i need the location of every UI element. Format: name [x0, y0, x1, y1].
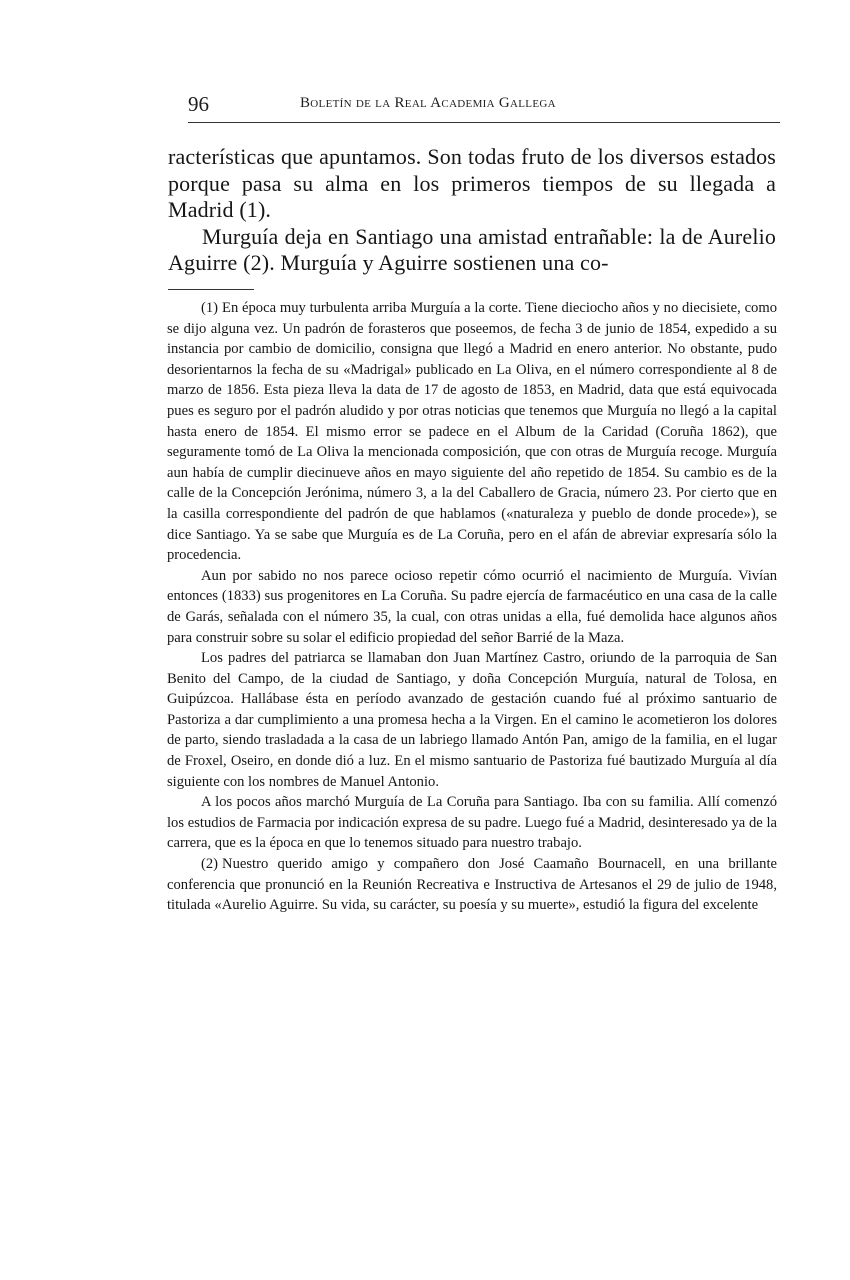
main-text [168, 144, 776, 277]
footnote-1 [167, 298, 777, 566]
page-header [188, 88, 780, 123]
footnote-separator [168, 289, 254, 290]
body-paragraph: racterísticas que apuntamos. Son todas fruto de los diversos estados porque pasa su alma en los primeros tiempos de su llegada a Madrid (1). [168, 144, 776, 222]
body-paragraph: Murguía deja en Santiago una amistad entrañable: la de Aurelio Aguirre (2). Murguía y Aguirre sostienen una co- [168, 223, 776, 275]
running-title: Boletín de la Real Academia Gallega [300, 95, 556, 111]
footnote-paragraph: Aun por sabido no nos parece ocioso repetir cómo ocurrió el nacimiento de Murguía. Vivían entonces (1833) sus progenitores en La Coruña. Su padre ejercía de farmacéutico en una casa de la calle de Garás, señalada con el número 35, la cual, con otras unidas a ella, fué demolida hace algunos años para construir sobre su solar el edificio propiedad del señor Barrié de la Maza. [167, 567, 777, 646]
footnote-paragraph: Los padres del patriarca se llamaban don Juan Martínez Castro, oriundo de la parroquia de San Benito del Campo, de la ciudad de Santiago, y doña Concepción Murguía, natural de Tolosa, en Guipúzcoa. Hallábase ésta en período avanzado de gestación cuando fué al próximo santuario de Pastoriza a dar cumplimiento a una promesa hecha a la Virgen. En el camino le acometieron los dolores de parto, siendo trasladada a la casa de un labriego llamado Antón Pan, amigo de la familia, en el lugar de Froxel, Oseiro, en donde dió a luz. En el mismo santuario de Pastoriza fué bautizado Murguía al día siguiente con los nombres de Manuel Antonio. [167, 650, 777, 790]
footnote-2 [167, 854, 777, 916]
footnote-text: Nuestro querido amigo y compañero don José Caamaño Bournacell, en una brillante conferencia que pronunció en la Reunión Recreativa e Instructiva de Artesanos el 29 de julio de 1948, titulada «Aurelio Aguirre. Su vida, su carácter, su poesía y su muerte», estudió la figura del excelente [167, 856, 777, 914]
footnote-ref: (1) [201, 300, 219, 316]
page-number: 96 [188, 92, 209, 116]
footnote-text: En época muy turbulenta arriba Murguía a la corte. Tiene dieciocho años y no diecisiete, como se dijo alguna vez. Un padrón de forasteros que poseemos, de fecha 3 de junio de 1854, expedido a su instancia por cambio de domicilio, consigna que llegó a Madrid en enero anterior. No obstante, pudo desorientarnos la fecha de su «Madrigal» publicado en La Oliva, en el número correspondiente al 8 de marzo de 1856. Esta pieza lleva la data de 17 de agosto de 1853, en Madrid, data que está equivocada pues es seguro por el padrón aludido y por otras noticias que tenemos que Murguía no llegó a la capital hasta enero de 1854. El mismo error se padece en el Album de la Caridad (Coruña 1862), que seguramente tomó de La Oliva la mencionada composición, que con otras de Murguía recoge. Murguía aun había de cumplir diecinueve años en mayo siguiente del año repetido de 1854. Su cambio es de la calle de la Concepción Jerónima, número 3, a la del Caballero de Gracia, número 23. Por cierto que en la casilla correspondiente del padrón de que hablamos («naturaleza y pueblo de donde procede»), se dice Santiago. Ya se sabe que Murguía es de La Coruña, pero en el afán de abreviar expresaría sólo la procedencia. [167, 300, 777, 564]
footnote-ref: (2) [201, 856, 219, 873]
footnotes [167, 298, 777, 916]
footnote-paragraph: A los pocos años marchó Murguía de La Coruña para Santiago. Iba con su familia. Allí comenzó los estudios de Farmacia por indicación expresa de su padre. Luego fué a Madrid, desinteresado ya de la carrera, que es la época en que lo tenemos situado para nuestro trabajo. [167, 794, 777, 852]
